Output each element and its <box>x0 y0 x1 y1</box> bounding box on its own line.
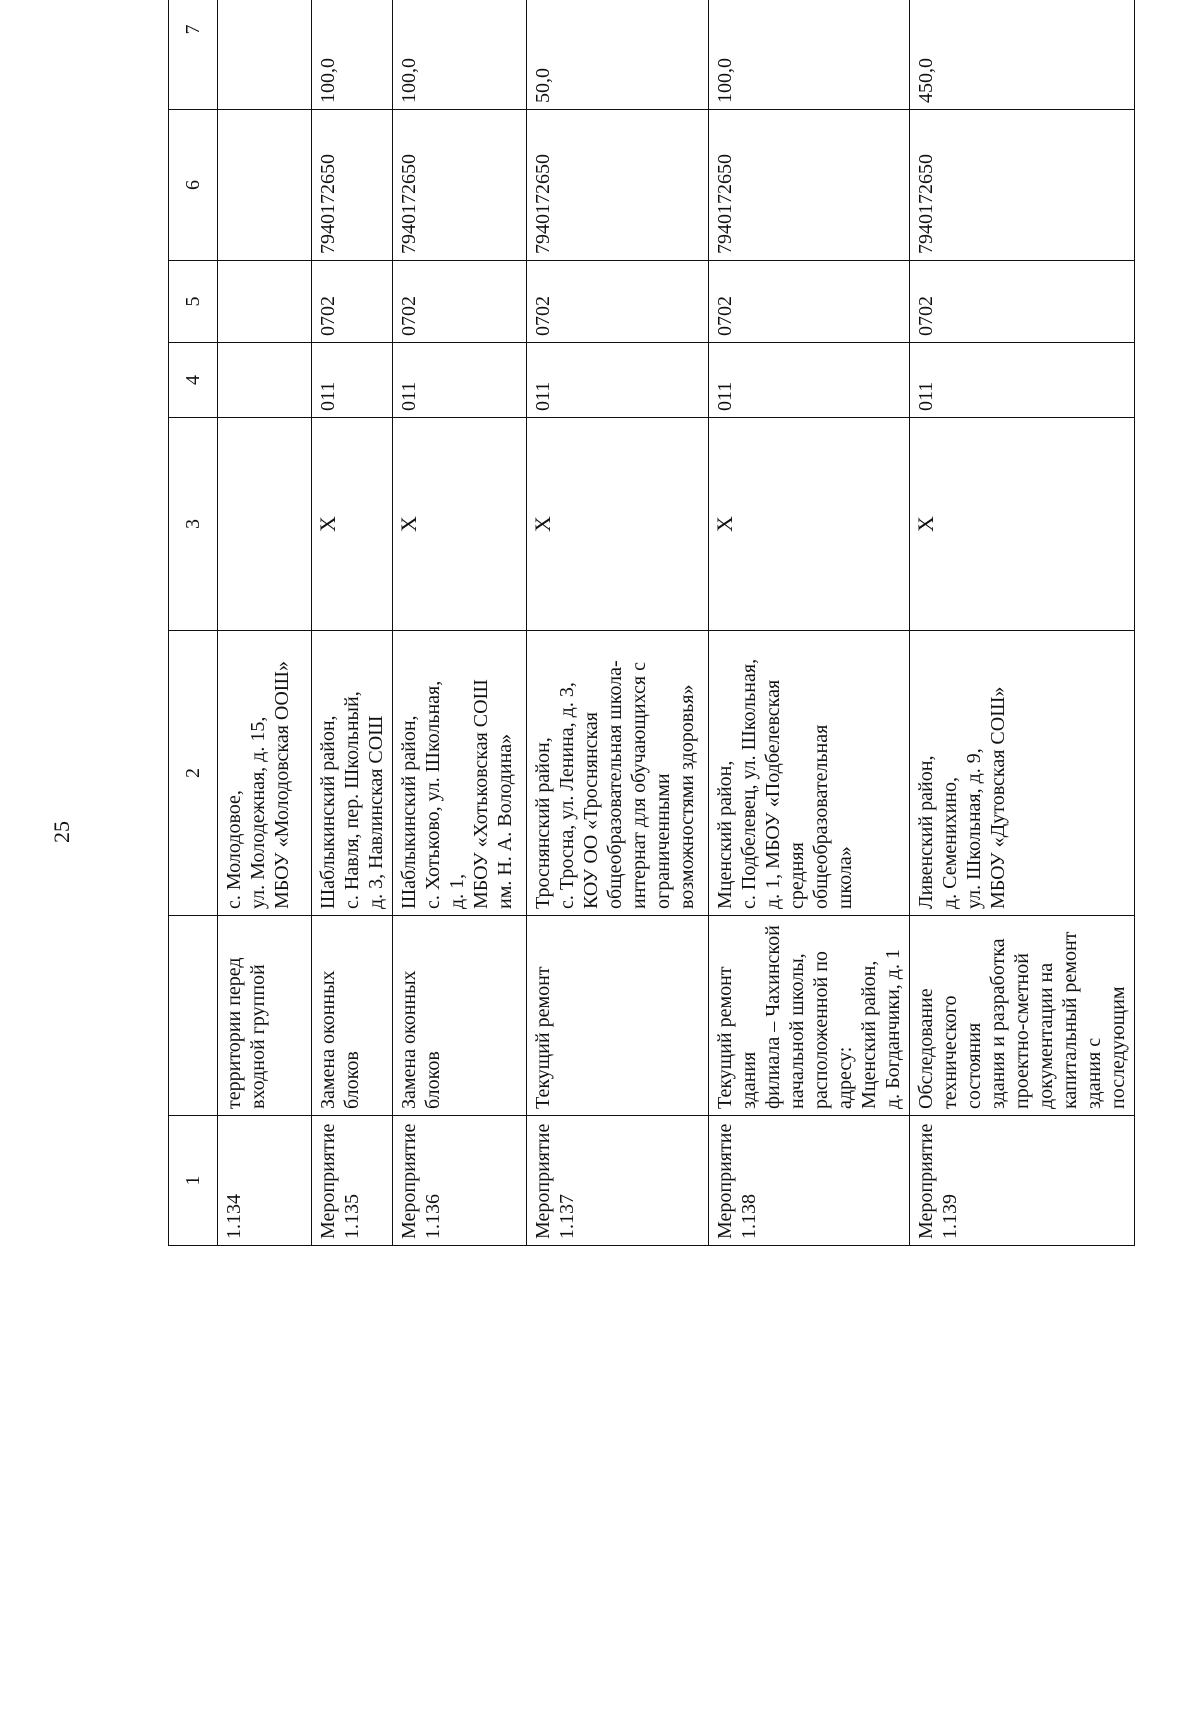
cell-col3 <box>218 418 312 631</box>
col-header-6: 6 <box>169 110 218 261</box>
cell-activity-name: Текущий ремонт здания филиала – Чахинской начальной школы, расположенной по адресу: Мценский район, д. Богданчики, д. 1 <box>709 916 910 1116</box>
cell-col6: 7940172650 <box>312 110 393 261</box>
table-row <box>312 0 393 1246</box>
cell-col5: 0702 <box>910 261 1135 343</box>
cell-activity-name: Обследование технического состояния здания и разработка проектно-сметной документации на капитальный ремонт здания с последующим <box>910 916 1135 1116</box>
cell-col3: X <box>709 418 910 631</box>
cell-activity-number: Мероприятие 1.139 <box>910 1116 1135 1246</box>
cell-col7: 100,0 <box>312 0 393 110</box>
col-header-5: 5 <box>169 261 218 343</box>
cell-activity-name: Замена оконных блоков <box>393 916 527 1116</box>
cell-col4: 011 <box>709 343 910 418</box>
cell-col5: 0702 <box>312 261 393 343</box>
col-header-7: 7 <box>169 0 218 110</box>
cell-col3: X <box>312 418 393 631</box>
page-number: 25 <box>49 821 74 843</box>
cell-col4: 011 <box>527 343 709 418</box>
cell-col7: 100,0 <box>709 0 910 110</box>
cell-col7: 50,0 <box>527 0 709 110</box>
table-row <box>910 0 1135 1246</box>
cell-col4: 011 <box>393 343 527 418</box>
table-row <box>218 0 312 1246</box>
cell-address: Мценский район, с. Подбелевец, ул. Школьная, д. 1, МБОУ «Подбелевская средняя общеобразовательная школа» <box>709 631 910 916</box>
cell-address: Шаблыкинский район, с. Навля, пер. Школьный, д. 3, Навлинская СОШ <box>312 631 393 916</box>
col-header-1: 1 <box>169 1116 218 1246</box>
cell-col5: 0702 <box>709 261 910 343</box>
col-header-2: 2 <box>169 631 218 916</box>
table-row <box>709 0 910 1246</box>
cell-col5 <box>218 261 312 343</box>
cell-col5: 0702 <box>393 261 527 343</box>
col-header-4: 4 <box>169 343 218 418</box>
cell-address: Ливенский район, д. Семенихино, ул. Школьная, д. 9, МБОУ «Дутовская СОШ» <box>910 631 1135 916</box>
cell-col3: X <box>527 418 709 631</box>
cell-col7: 450,0 <box>910 0 1135 110</box>
cell-activity-number: Мероприятие 1.137 <box>527 1116 709 1246</box>
col-header-blank <box>169 916 218 1116</box>
cell-col5: 0702 <box>527 261 709 343</box>
cell-col7 <box>218 0 312 110</box>
cell-col6: 7940172650 <box>709 110 910 261</box>
cell-address: Троснянский район, с. Тросна, ул. Ленина, д. 3, КОУ ОО «Троснянская общеобразовательная школа- интернат для обучающихся с ограниченными возможностями здоровья» <box>527 631 709 916</box>
cell-activity-number: Мероприятие 1.135 <box>312 1116 393 1246</box>
cell-activity-name: Замена оконных блоков <box>312 916 393 1116</box>
cell-col6: 7940172650 <box>393 110 527 261</box>
cell-col3: X <box>910 418 1135 631</box>
cell-col4: 011 <box>910 343 1135 418</box>
cell-col3: X <box>393 418 527 631</box>
budget-table <box>168 0 1135 1246</box>
col-header-3: 3 <box>169 418 218 631</box>
cell-activity-name: Текущий ремонт <box>527 916 709 1116</box>
table-row <box>393 0 527 1246</box>
table-row <box>527 0 709 1246</box>
header-row <box>169 0 218 1246</box>
cell-col6: 7940172650 <box>910 110 1135 261</box>
rotated-table-wrapper <box>168 24 1129 1246</box>
cell-address: Шаблыкинский район, с. Хотьково, ул. Школьная, д. 1, МБОУ «Хотьковская СОШ им. Н. А. Володина» <box>393 631 527 916</box>
cell-col4: 011 <box>312 343 393 418</box>
cell-activity-number: 1.134 <box>218 1116 312 1246</box>
cell-address: с. Молодовое, ул. Молодежная, д. 15, МБОУ «Молодовская ООШ» <box>218 631 312 916</box>
cell-col4 <box>218 343 312 418</box>
cell-col6 <box>218 110 312 261</box>
cell-col6: 7940172650 <box>527 110 709 261</box>
cell-activity-name: территории перед входной группой <box>218 916 312 1116</box>
cell-activity-number: Мероприятие 1.136 <box>393 1116 527 1246</box>
cell-col7: 100,0 <box>393 0 527 110</box>
cell-activity-number: Мероприятие 1.138 <box>709 1116 910 1246</box>
